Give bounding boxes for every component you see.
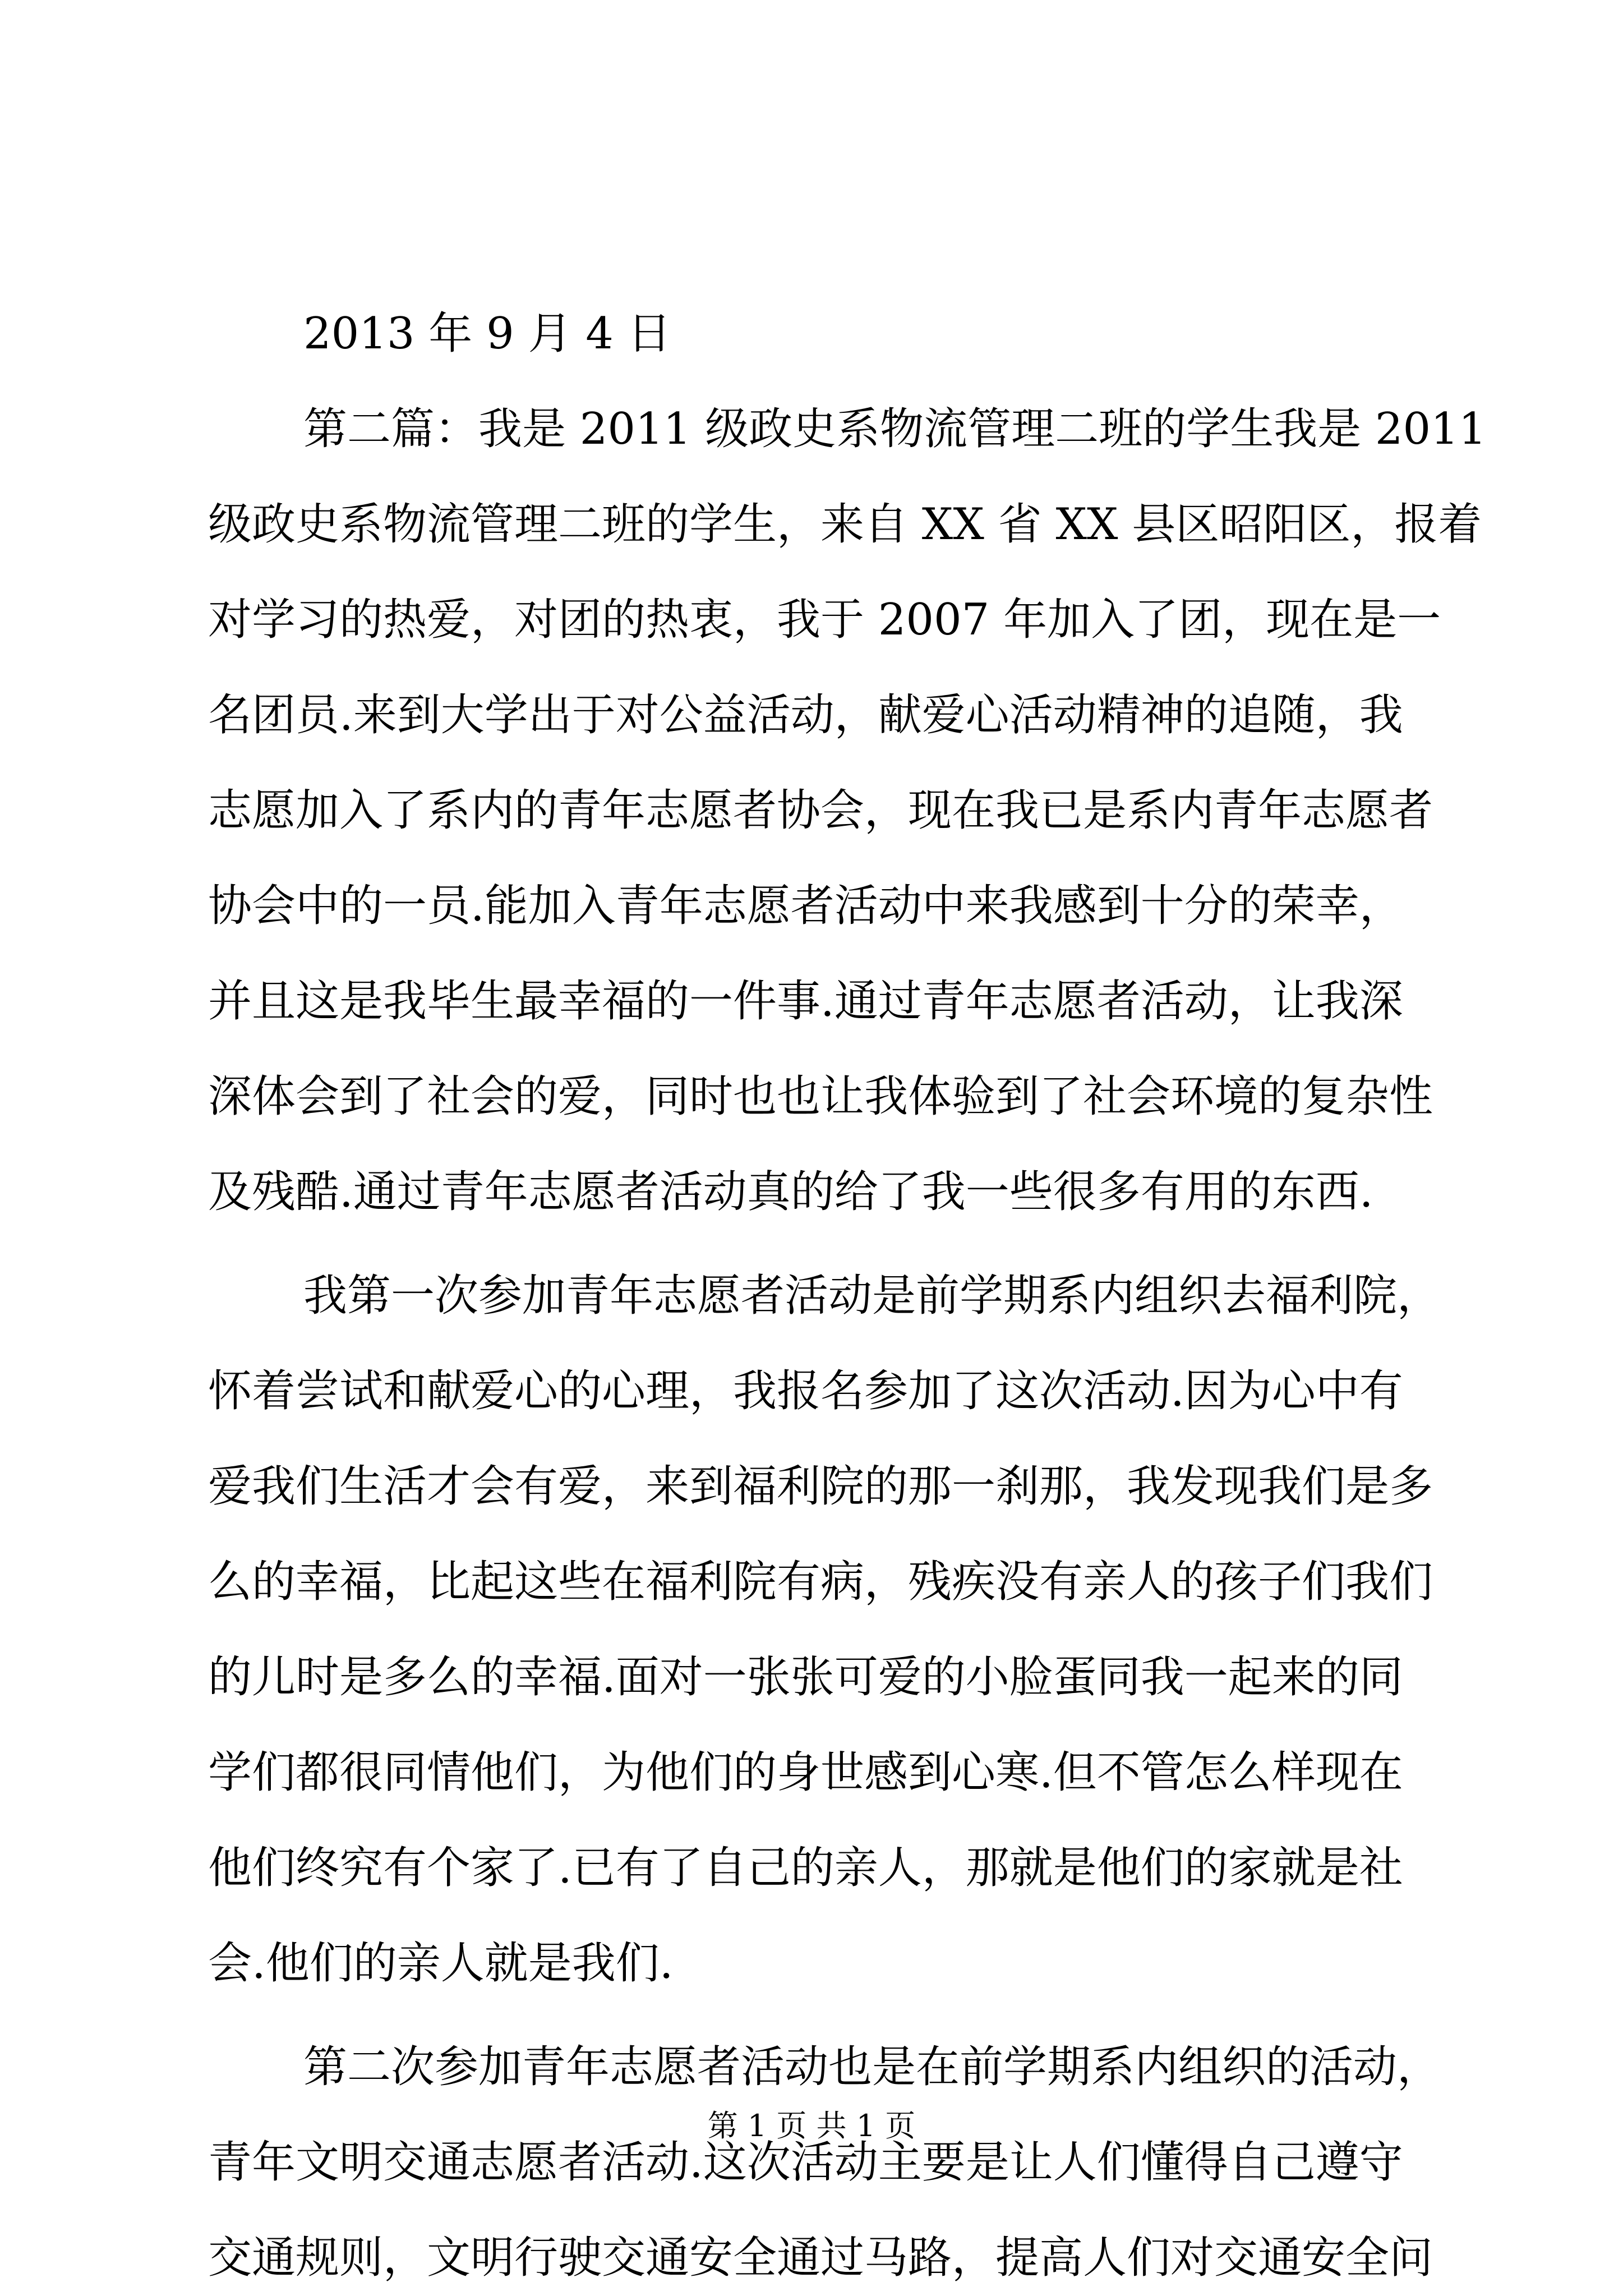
page-footer: 第 1 页 共 1 页: [707, 2108, 916, 2143]
paragraph-line: 志愿加入了系内的青年志愿者协会，现在我已是系内青年志愿者: [208, 785, 1433, 836]
paragraph-line: 么的幸福，比起这些在福利院有病，残疾没有亲人的孩子们我们: [208, 1557, 1433, 1607]
paragraph-line: 青年文明交通志愿者活动.这次活动主要是让人们懂得自己遵守: [208, 2137, 1403, 2188]
paragraph-line: 深体会到了社会的爱，同时也也让我体验到了社会环境的复杂性: [208, 1071, 1433, 1122]
paragraph-line: 交通规则，文明行驶交通安全通过马路，提高人们对交通安全问: [208, 2233, 1433, 2283]
paragraph-line: 名团员.来到大学出于对公益活动，献爱心活动精神的追随，我: [208, 690, 1403, 740]
paragraph-line: 对学习的热爱，对团的热衷，我于 2007 年加入了团，现在是一: [208, 595, 1441, 645]
paragraph-line: 及残酷.通过青年志愿者活动真的给了我一些很多有用的东西.: [208, 1167, 1373, 1217]
paragraph-line: 第二次参加青年志愿者活动也是在前学期系内组织的活动，: [303, 2042, 1441, 2092]
paragraph-line: 我第一次参加青年志愿者活动是前学期系内组织去福利院，: [303, 1271, 1441, 1321]
paragraph-line: 会.他们的亲人就是我们.: [208, 1938, 674, 1989]
date-line: 2013 年 9 月 4 日: [303, 309, 671, 359]
paragraph-line: 他们终究有个家了.已有了自己的亲人，那就是他们的家就是社: [208, 1843, 1403, 1893]
paragraph-line: 并且这是我毕生最幸福的一件事.通过青年志愿者活动，让我深: [208, 976, 1403, 1027]
paragraph-line: 爱我们生活才会有爱，来到福利院的那一刹那，我发现我们是多: [208, 1461, 1433, 1512]
paragraph-line: 协会中的一员.能加入青年志愿者活动中来我感到十分的荣幸，: [208, 881, 1403, 931]
paragraph-line: 怀着尝试和献爱心的心理，我报名参加了这次活动.因为心中有: [208, 1366, 1403, 1416]
paragraph-line: 的儿时是多么的幸福.面对一张张可爱的小脸蛋同我一起来的同: [208, 1652, 1403, 1703]
paragraph-line: 第二篇：我是 2011 级政史系物流管理二班的学生我是 2011: [303, 404, 1487, 454]
paragraph-line: 学们都很同情他们，为他们的身世感到心寒.但不管怎么样现在: [208, 1747, 1403, 1798]
paragraph-line: 级政史系物流管理二班的学生，来自 XX 省 XX 县区昭阳区，报着: [208, 499, 1482, 550]
